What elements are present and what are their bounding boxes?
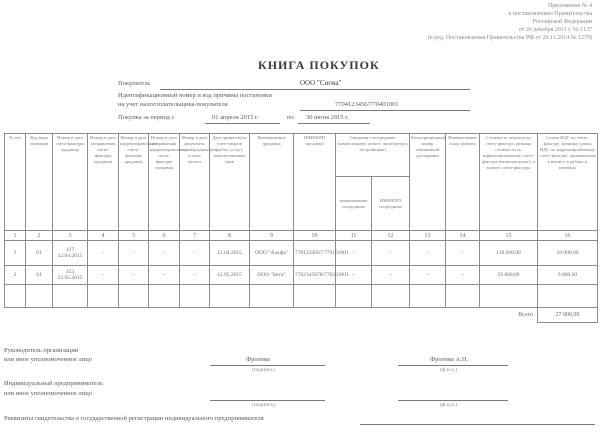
column-number: 13 — [410, 231, 446, 241]
ip-name-caption: (ф.и.о.) — [440, 402, 458, 408]
header-cell: Сумма НДС по счету-фактуре, разница суммы НДС по корректировочному счету-фактуре, принимаемая к вычету, в рублях и копейках — [538, 134, 598, 231]
subheader-cell: наименование посредника — [336, 177, 372, 231]
header-cell: Дата принятия на учет товаров (работ, услуг), имущественных прав — [210, 134, 250, 231]
header-cell: Наименование и код валюты — [446, 134, 480, 231]
row-number: 2 — [5, 266, 26, 285]
payment-doc: – — [180, 266, 210, 285]
page-title: КНИГА ПОКУПОК — [258, 58, 380, 72]
column-number: 3 — [53, 231, 88, 241]
total-label: Всего — [5, 308, 538, 323]
seller-name: ООО "Бета" — [250, 266, 294, 285]
column-number: 16 — [538, 231, 598, 241]
corr-invoice-fix: – — [149, 241, 180, 266]
registration-label: Реквизиты свидетельства о государственной регистрации индивидуального предпринимателя — [4, 415, 264, 422]
ip-sign-caption: (подпись) — [252, 402, 275, 408]
header-cell: Регистрационный номер таможенной декларации — [410, 134, 446, 231]
head-name: Фролова А.П. — [430, 356, 469, 363]
header-cell: Стоимость покупок по счету-фактуре, разница стоимости по корректировочному счету-фактуре (включая налог), в валюте счета-фактуры — [480, 134, 538, 231]
operation-code: 01 — [26, 266, 53, 285]
header-cell: Номер и дата корректировочного счета-фактуры продавца — [119, 134, 149, 231]
registration-underline — [360, 424, 595, 425]
invoice-number-date: 127 12.04.2015 — [53, 241, 88, 266]
invoice-fix: – — [88, 266, 119, 285]
header-cell: ИНН/КПП продавца — [294, 134, 336, 231]
head-signature: Фролова — [246, 356, 270, 363]
seller-inn: 7701234567/770101001 — [294, 241, 336, 266]
column-number: 15 — [480, 231, 538, 241]
column-number: 5 — [119, 231, 149, 241]
header-cell: Наименование продавца — [250, 134, 294, 231]
vat-amount: 18 000,00 — [538, 241, 598, 266]
column-number: 14 — [446, 231, 480, 241]
column-number: 7 — [180, 231, 210, 241]
invoice-number-date: 453 12.05.2015 — [53, 266, 88, 285]
head-name-caption: (ф.и.о.) — [440, 367, 458, 373]
ip-label-2: или иное уполномоченное лицо — [4, 390, 92, 397]
accept-date: 12.04.2015 — [210, 241, 250, 266]
intermediary-inn: – — [372, 241, 410, 266]
ip-name-underline — [398, 400, 508, 401]
head-label-1: Руководитель организации — [4, 347, 79, 354]
column-number: 10 — [294, 231, 336, 241]
purchase-amount: 118 000,00 — [480, 241, 538, 266]
corr-invoice-fix: – — [149, 266, 180, 285]
corr-invoice: – — [119, 241, 149, 266]
total-row — [5, 308, 598, 323]
column-number: 6 — [149, 231, 180, 241]
header-cell: Номер и дата счета-фактуры продавца — [53, 134, 88, 231]
period-label: Покупка за период с — [118, 114, 175, 121]
approval-line-2: к постановлению Правительства — [508, 11, 592, 17]
header-cell: Номер и дата исправления счета-фактуры продавца — [88, 134, 119, 231]
customs-decl: – — [410, 241, 446, 266]
table-header-row — [5, 134, 598, 177]
head-name-underline — [398, 365, 508, 366]
header-cell: Сведения о посреднике (комиссионере, агенте, экспедиторе, застройщике) — [336, 134, 410, 177]
approval-line-4: от 26 декабря 2011 г. № 1137 — [518, 27, 592, 33]
buyer-value: ООО "Сигма" — [300, 79, 342, 87]
row-number: 1 — [5, 241, 26, 266]
inn-label-2: на учет налогоплательщика-покупателя — [118, 101, 228, 108]
period-to-underline — [298, 123, 370, 124]
ip-sign-underline — [210, 400, 325, 401]
column-number: 8 — [210, 231, 250, 241]
period-from-underline — [205, 123, 280, 124]
head-label-2: или иное уполномоченное лицо — [4, 356, 92, 363]
inn-label-1: Идентификационный номер и код причины постановки — [118, 92, 272, 99]
period-to-label: по — [287, 114, 294, 121]
buyer-underline — [160, 89, 470, 90]
period-from: 01 апреля 2015 г. — [212, 114, 259, 121]
approval-line-1: Приложение № 4 — [548, 3, 592, 9]
period-to: 30 июня 2015 г. — [306, 114, 349, 121]
purchase-ledger-table — [4, 133, 598, 323]
seller-name: ООО "Альфа" — [250, 241, 294, 266]
head-sign-underline — [210, 365, 325, 366]
table-row — [5, 241, 598, 266]
intermediary-name: – — [336, 241, 372, 266]
header-cell: Номер и дата исправления корректировочного счета-фактуры продавца — [149, 134, 180, 231]
payment-doc: – — [180, 241, 210, 266]
invoice-fix: – — [88, 241, 119, 266]
column-numbers-row — [5, 231, 598, 241]
vat-amount: 9 000,00 — [538, 266, 598, 285]
subheader-cell: ИНН/КПП посредника — [372, 177, 410, 231]
approval-line-5: (в ред. Постановления Правительства РФ от 29.11.2014 № 1279) — [427, 35, 592, 41]
header-cell: Код вида операции — [26, 134, 53, 231]
column-number: 11 — [336, 231, 372, 241]
column-number: 12 — [372, 231, 410, 241]
inn-value: 7704123456/770401001 — [335, 101, 399, 108]
column-number: 4 — [88, 231, 119, 241]
purchase-amount: 59 000,00 — [480, 266, 538, 285]
header-cell: Номер и дата документа, подтверждающего уплату налога — [180, 134, 210, 231]
operation-code: 01 — [26, 241, 53, 266]
currency: – — [446, 266, 480, 285]
header-cell: № п/п — [5, 134, 26, 231]
accept-date: 12.05.2015 — [210, 266, 250, 285]
currency: – — [446, 241, 480, 266]
ip-label-1: Индивидуальный предприниматель — [4, 380, 103, 387]
column-number: 2 — [26, 231, 53, 241]
intermediary-inn: – — [372, 266, 410, 285]
table-row — [5, 266, 598, 285]
table-row-empty — [5, 285, 598, 308]
inn-underline — [300, 110, 470, 111]
approval-note — [428, 2, 592, 42]
approval-line-3: Российской Федерации — [532, 19, 592, 25]
column-number: 1 — [5, 231, 26, 241]
buyer-label: Покупатель — [118, 80, 151, 87]
column-number: 9 — [250, 231, 294, 241]
intermediary-name: – — [336, 266, 372, 285]
head-sign-caption: (подпись) — [252, 367, 275, 373]
customs-decl: – — [410, 266, 446, 285]
total-vat: 27 000,00 — [538, 308, 598, 323]
seller-inn: 7702345678/770201001 — [294, 266, 336, 285]
corr-invoice: – — [119, 266, 149, 285]
